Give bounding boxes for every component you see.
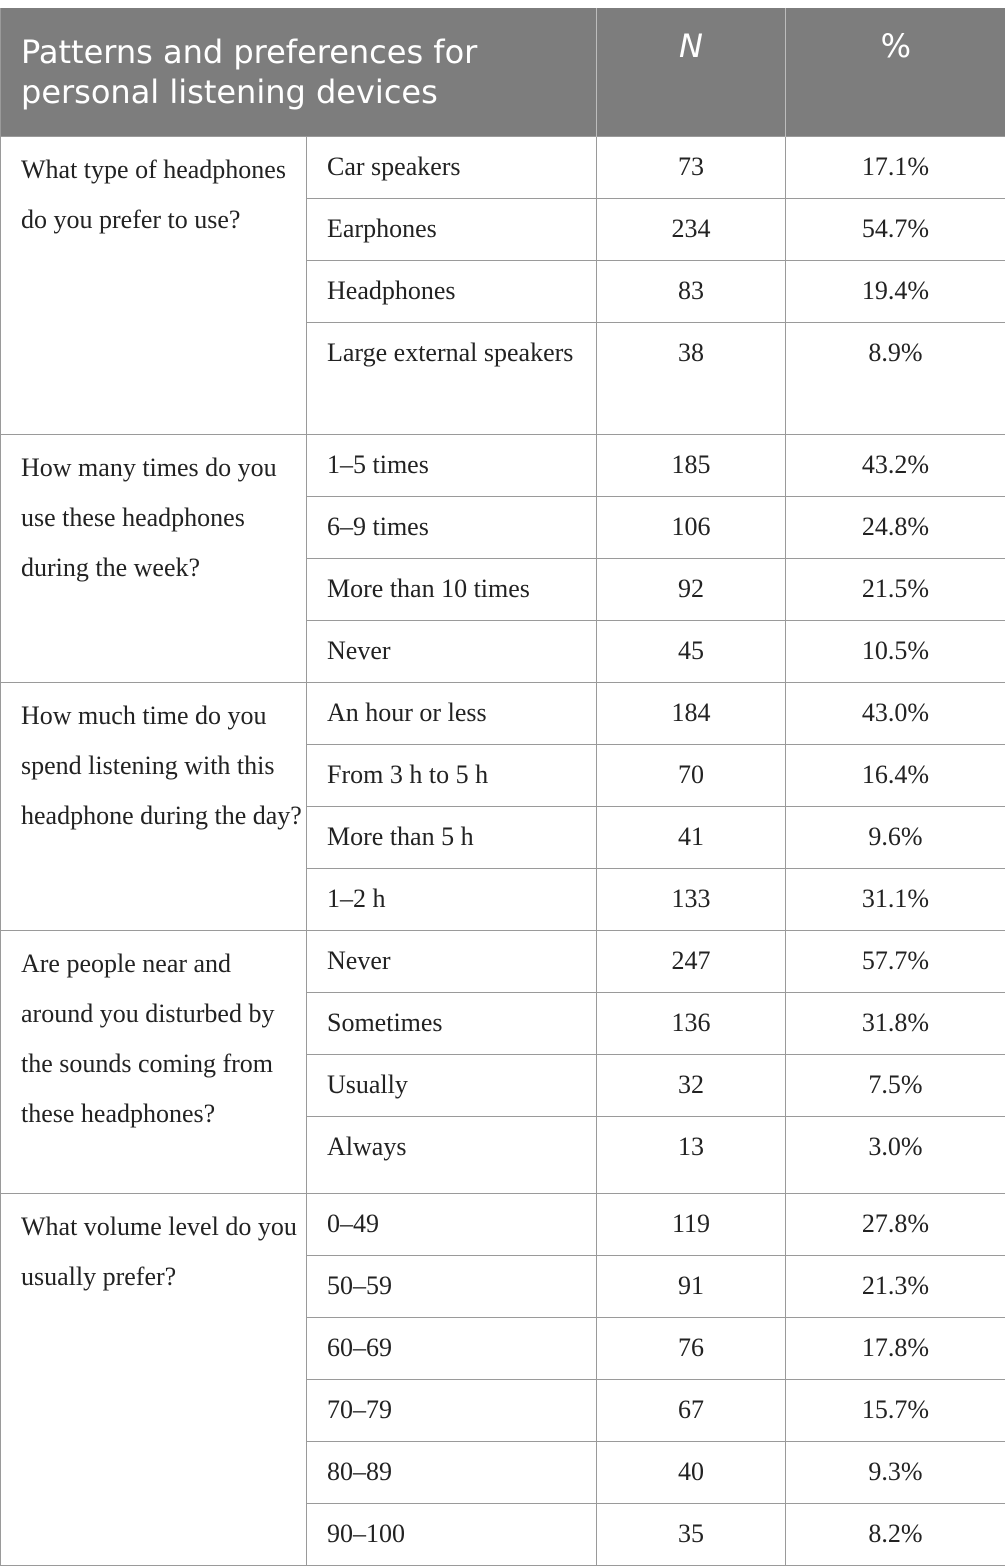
option-cell: 1–2 h xyxy=(307,869,597,931)
count-cell: 184 xyxy=(597,683,786,745)
option-cell: 50–59 xyxy=(307,1256,597,1318)
option-cell: Always xyxy=(307,1117,597,1194)
count-cell: 41 xyxy=(597,807,786,869)
option-cell: Car speakers xyxy=(307,137,597,199)
percent-cell: 17.1% xyxy=(786,137,1005,199)
option-cell: 70–79 xyxy=(307,1380,597,1442)
percent-cell: 9.6% xyxy=(786,807,1005,869)
count-cell: 106 xyxy=(597,497,786,559)
option-cell: Never xyxy=(307,931,597,993)
count-cell: 83 xyxy=(597,261,786,323)
count-cell: 38 xyxy=(597,323,786,435)
option-cell: 80–89 xyxy=(307,1442,597,1504)
option-cell: Large external speakers xyxy=(307,323,597,435)
percent-cell: 27.8% xyxy=(786,1194,1005,1256)
option-cell: Sometimes xyxy=(307,993,597,1055)
percent-cell: 3.0% xyxy=(786,1117,1005,1194)
count-cell: 67 xyxy=(597,1380,786,1442)
percent-cell: 19.4% xyxy=(786,261,1005,323)
count-cell: 73 xyxy=(597,137,786,199)
question-cell: Are people near and around you disturbed by the sounds coming from these headphones? xyxy=(1,931,307,1194)
question-cell: What volume level do you usually prefer? xyxy=(1,1194,307,1566)
count-cell: 136 xyxy=(597,993,786,1055)
table-row xyxy=(1,137,1005,199)
table-body xyxy=(1,137,1005,1566)
column-header-percent: % xyxy=(786,8,1005,137)
option-cell: 90–100 xyxy=(307,1504,597,1566)
question-cell: What type of headphones do you prefer to use? xyxy=(1,137,307,435)
option-cell: An hour or less xyxy=(307,683,597,745)
percent-cell: 16.4% xyxy=(786,745,1005,807)
table-title: Patterns and preferences for personal listening devices xyxy=(1,8,597,137)
table-header xyxy=(1,8,1005,137)
percent-cell: 57.7% xyxy=(786,931,1005,993)
percent-cell: 43.0% xyxy=(786,683,1005,745)
column-header-n: N xyxy=(597,8,786,137)
option-cell: From 3 h to 5 h xyxy=(307,745,597,807)
count-cell: 92 xyxy=(597,559,786,621)
percent-cell: 43.2% xyxy=(786,435,1005,497)
survey-table xyxy=(0,8,1005,1566)
count-cell: 70 xyxy=(597,745,786,807)
question-cell: How many times do you use these headphones during the week? xyxy=(1,435,307,683)
count-cell: 40 xyxy=(597,1442,786,1504)
count-cell: 185 xyxy=(597,435,786,497)
count-cell: 91 xyxy=(597,1256,786,1318)
table-row xyxy=(1,683,1005,745)
count-cell: 247 xyxy=(597,931,786,993)
option-cell: Headphones xyxy=(307,261,597,323)
percent-cell: 21.5% xyxy=(786,559,1005,621)
option-cell: 0–49 xyxy=(307,1194,597,1256)
percent-cell: 7.5% xyxy=(786,1055,1005,1117)
percent-cell: 31.8% xyxy=(786,993,1005,1055)
option-cell: 6–9 times xyxy=(307,497,597,559)
percent-cell: 8.2% xyxy=(786,1504,1005,1566)
option-cell: Usually xyxy=(307,1055,597,1117)
percent-cell: 8.9% xyxy=(786,323,1005,435)
table-row xyxy=(1,1194,1005,1256)
count-cell: 76 xyxy=(597,1318,786,1380)
option-cell: More than 5 h xyxy=(307,807,597,869)
percent-cell: 9.3% xyxy=(786,1442,1005,1504)
count-cell: 13 xyxy=(597,1117,786,1194)
percent-cell: 21.3% xyxy=(786,1256,1005,1318)
option-cell: Earphones xyxy=(307,199,597,261)
count-cell: 234 xyxy=(597,199,786,261)
count-cell: 133 xyxy=(597,869,786,931)
percent-cell: 31.1% xyxy=(786,869,1005,931)
percent-cell: 24.8% xyxy=(786,497,1005,559)
percent-cell: 15.7% xyxy=(786,1380,1005,1442)
count-cell: 35 xyxy=(597,1504,786,1566)
option-cell: More than 10 times xyxy=(307,559,597,621)
percent-cell: 17.8% xyxy=(786,1318,1005,1380)
option-cell: 60–69 xyxy=(307,1318,597,1380)
count-cell: 32 xyxy=(597,1055,786,1117)
option-cell: 1–5 times xyxy=(307,435,597,497)
table-row xyxy=(1,931,1005,993)
option-cell: Never xyxy=(307,621,597,683)
question-cell: How much time do you spend listening with this headphone during the day? xyxy=(1,683,307,931)
percent-cell: 10.5% xyxy=(786,621,1005,683)
count-cell: 45 xyxy=(597,621,786,683)
percent-cell: 54.7% xyxy=(786,199,1005,261)
table-row xyxy=(1,435,1005,497)
count-cell: 119 xyxy=(597,1194,786,1256)
